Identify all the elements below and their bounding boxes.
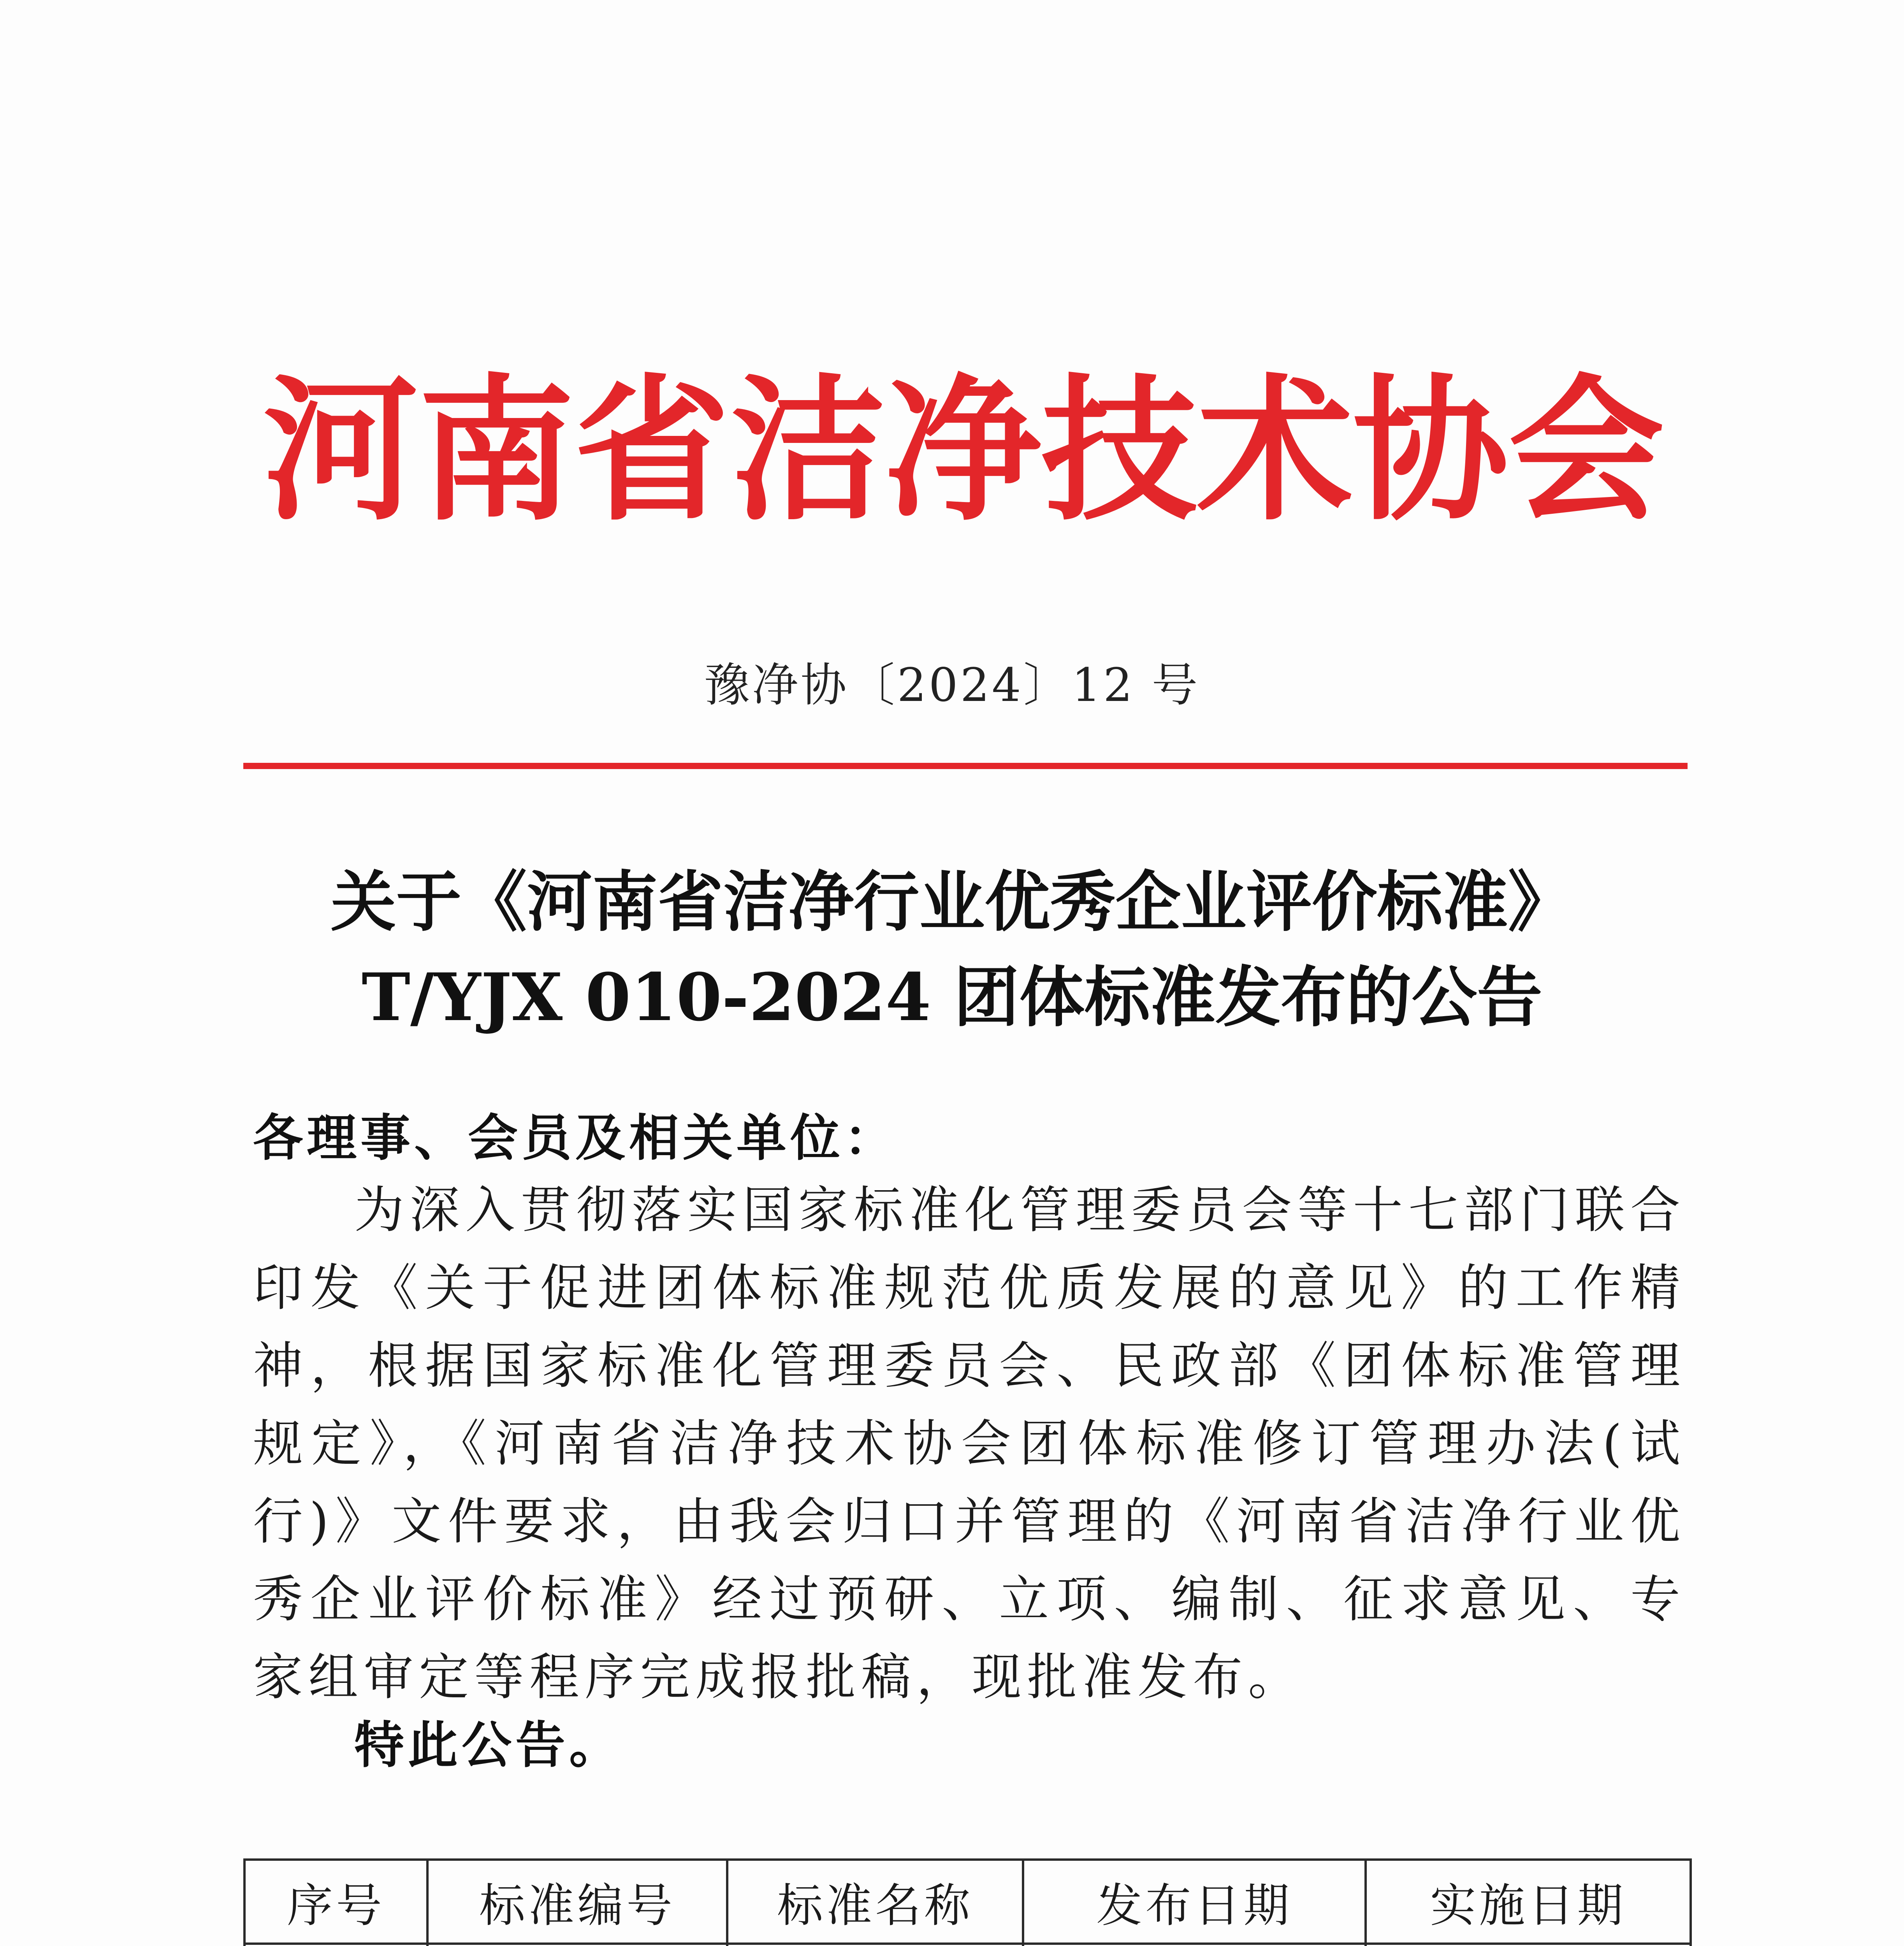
- cell-effective-date: [1366, 1944, 1691, 1946]
- body-text: [253, 1171, 1686, 1716]
- cell-publish-date: [1023, 1944, 1366, 1946]
- header-code: 标准编号: [427, 1860, 727, 1944]
- body-paragraph: 为深入贯彻落实国家标准化管理委员会等十七部门联合印发《关于促进团体标准规范优质发展的意见》的工作精神，根据国家标准化管理委员会、民政部《团体标准管理规定》，《河南省洁净技术协会团体标准修订管理办法(试行)》文件要求，由我会归口并管理的《河南省洁净行业优秀企业评价标准》经过预研、立项、编制、征求意见、专家组审定等程序完成报批稿，现批准发布。: [253, 1181, 1686, 1706]
- table-header-row: [244, 1860, 1691, 1944]
- cell-code: [427, 1944, 727, 1946]
- red-divider-line: [243, 763, 1688, 769]
- header-publish-date: 发布日期: [1023, 1860, 1366, 1944]
- cell-name: [727, 1944, 1023, 1946]
- document-title: [195, 854, 1709, 1045]
- header-name: 标准名称: [727, 1860, 1023, 1944]
- title-line-1: 关于《河南省洁净行业优秀企业评价标准》: [331, 863, 1573, 940]
- document-number: 豫净协〔2024〕12 号: [704, 658, 1200, 712]
- cell-index: [244, 1944, 427, 1946]
- standards-table: [243, 1858, 1692, 1946]
- closing-line: 特此公告。: [354, 1716, 623, 1774]
- table-row: [244, 1944, 1691, 1946]
- header-effective-date: 实施日期: [1366, 1860, 1691, 1944]
- issuer-masthead: 河南省洁净技术协会: [263, 361, 1664, 542]
- header-index: 序号: [244, 1860, 427, 1944]
- salutation: 各理事、会员及相关单位：: [253, 1109, 898, 1167]
- title-line-2: T/YJX 010-2024 团体标准发布的公告: [361, 959, 1543, 1036]
